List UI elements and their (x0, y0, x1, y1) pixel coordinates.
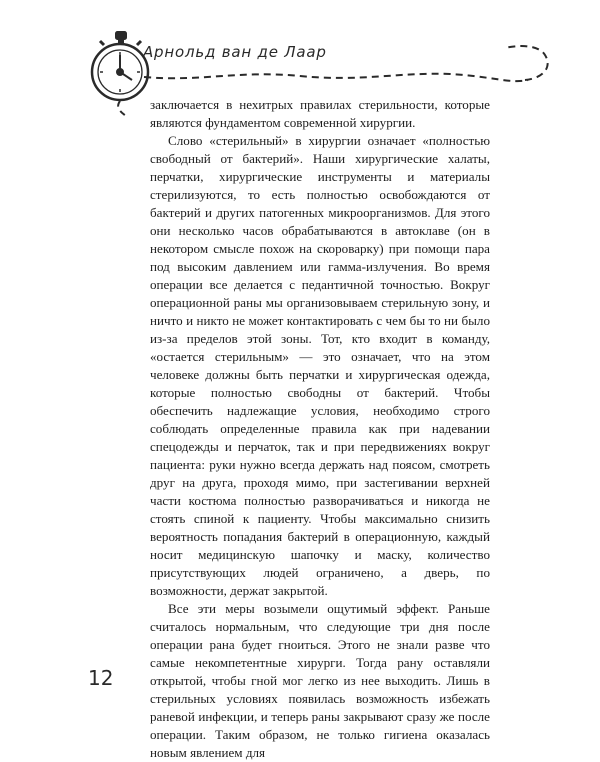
paragraph: Все эти меры возымели ощутимый эффект. Раньше считалось нормальным, что следующие три дня после операции рана будет гноиться. Этого не знали разве что самые некомпетентные хирурги. Тогда рану оставляли открытой, чтобы гной мог легко из нее выходить. Лишь в стерильных условиях появилась возможность избежать раневой инфекции, и теперь раны закрывают сразу же после операции. Таким образом, не только гигиена оказалась новым явлением для (150, 601, 490, 760)
author-name: Арнольд ван де Лаар (143, 43, 327, 61)
dashed-path-header (144, 74, 528, 81)
body-text (150, 96, 490, 762)
stopwatch-icon (92, 32, 148, 100)
page-number: 12 (88, 666, 114, 690)
paragraph: заключается в нехитрых правилах стерильности, которые являются фундаментом современной хирургии. (150, 97, 490, 130)
paragraph: Слово «стерильный» в хирургии означает «полностью свободный от бактерий». Наши хирургические халаты, перчатки, хирургические инструменты и материалы стерилизуются, то есть полностью освобождаются от бактерий и других патогенных микроорганизмов. Для этого они несколько часов обрабатываются в автоклаве (он в некотором смысле похож на скороварку) при помощи пара под высоким давлением или гамма-излучения. Во время операции все делается с педантичной точностью. Вокруг операционной раны мы организовываем стерильную зону, и ничто и никто не может контактировать с чем бы то ни было из-за пределов этой зоны. Тот, кто входит в команду, «остается стерильным» — это означает, что на этом человеке должны быть перчатки и хирургическая одежда, которые полностью свободны от бактерий. Чтобы обеспечить надлежащие условия, необходимо строго соблюдать определенные правила как при надевании спецодежды и перчаток, так и при передвижениях вокруг пациента: руки нужно всегда держать над поясом, смотреть друг на друга, проходя мимо, при застегивании верхней части костюма полностью разворачиваться и никогда не стоять спиной к пациенту. Чтобы максимально снизить вероятность попадания бактерий в операционную, каждый носит медицинскую шапочку и маску, количество присутствующих людей ограничено, а дверь, по возможности, держат закрытой. (150, 133, 490, 598)
dashed-loop-right (505, 46, 548, 80)
dashed-path-left (118, 101, 126, 116)
